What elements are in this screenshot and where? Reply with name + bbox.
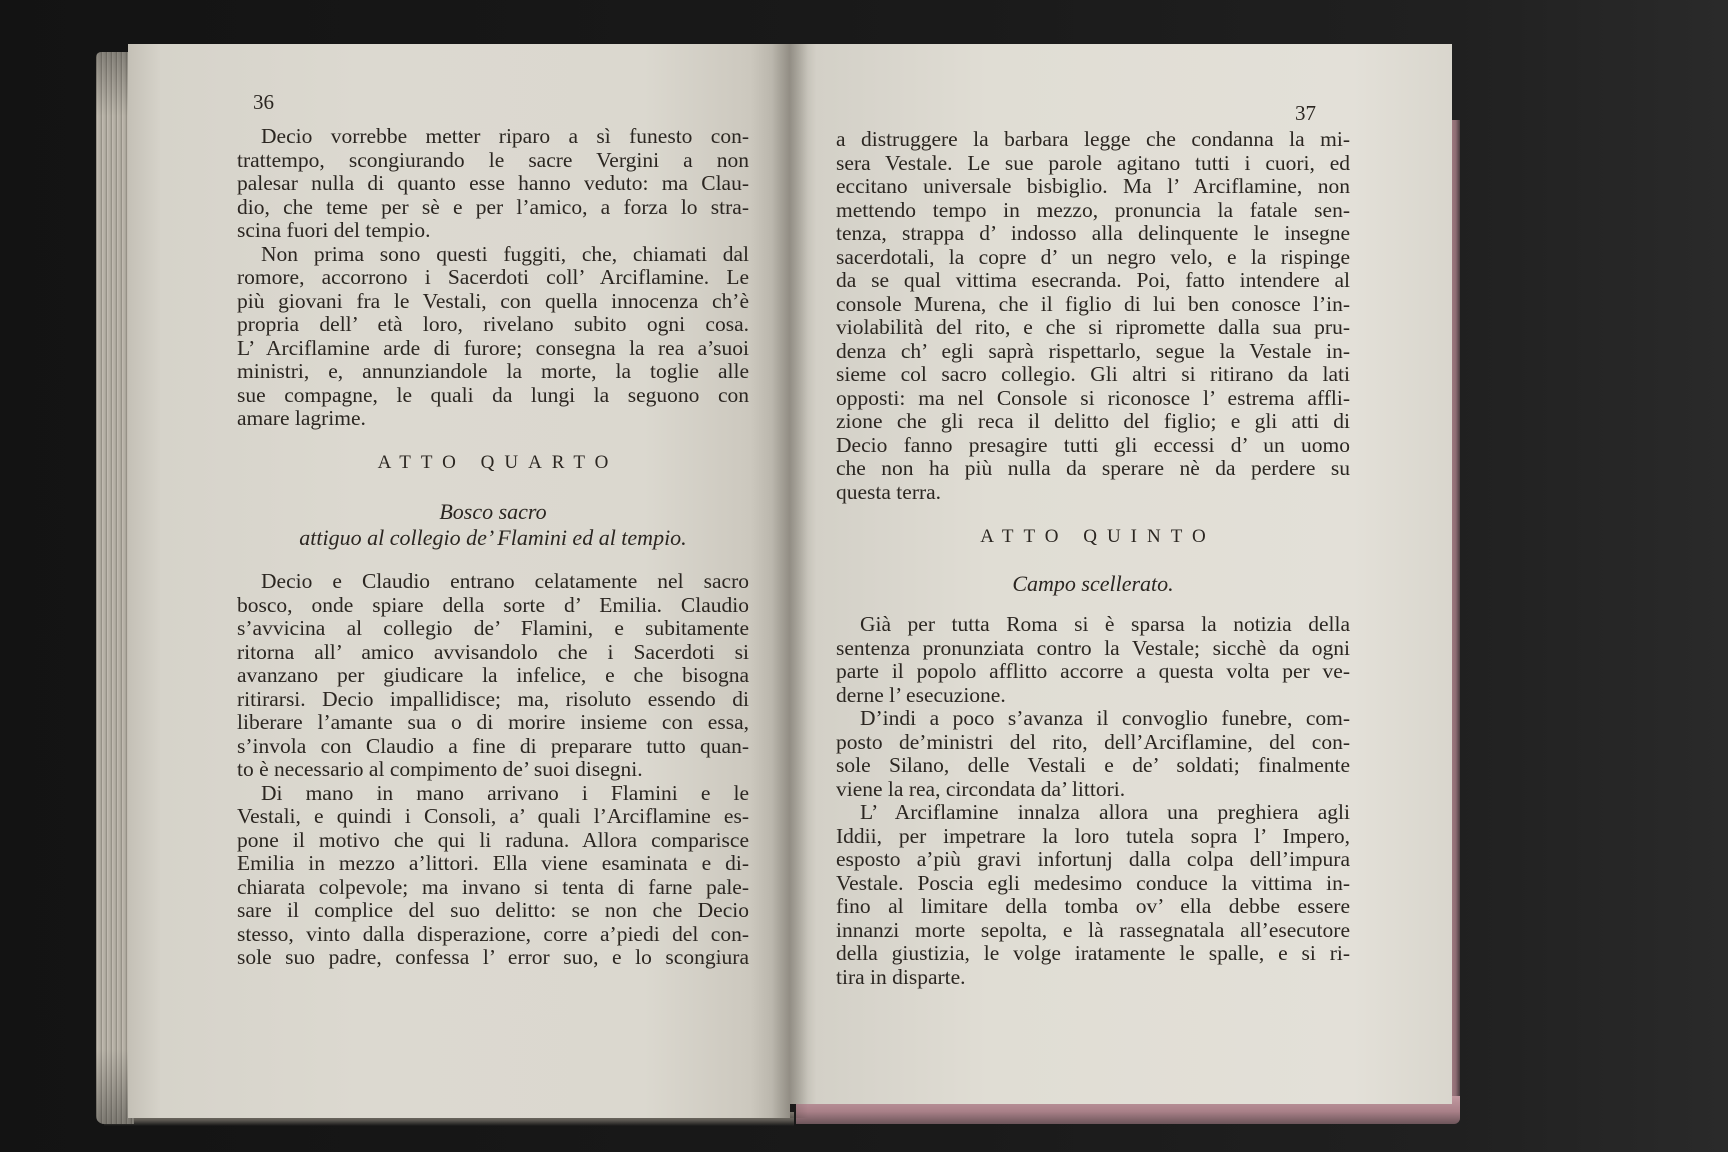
right-page: [790, 44, 1452, 1104]
text-line: sue compagne, le quali da lungi la seguono con: [237, 382, 749, 407]
text-line: s’avvicina al collegio de’ Flamini, e subitamente: [237, 616, 749, 640]
left-page: [128, 44, 790, 1118]
text-line: console Murena, che il figlio di lui ben conosce l’in-: [836, 291, 1350, 316]
text-line: da se qual vittima esecranda. Poi, fatto intendere al: [836, 268, 1350, 292]
text-line: derne l’ esecuzione.: [836, 682, 1006, 707]
text-line: to è necessario al compimento de’ suoi disegni.: [237, 757, 643, 781]
text-line: romore, accorrono i Sacerdoti coll’ Arciflamine. Le: [237, 265, 749, 289]
text-line: innanzi morte sepolta, e là rassegnatala all’esecutore: [836, 917, 1350, 942]
gutter-shadow: [772, 44, 808, 1118]
text-line: eccitano universale bisbiglio. Ma l’ Arciflamine, non: [836, 174, 1350, 198]
text-line: sare il complice del suo delitto: se non che Decio: [237, 898, 749, 922]
scene-setting: [237, 499, 749, 551]
text-line: zione che gli reca il delitto del figlio; e gli atti di: [836, 409, 1350, 433]
paragraph: [836, 707, 1350, 801]
text-line: sera Vestale. Le sue parole agitano tutti i cuori, ed: [836, 150, 1350, 175]
scene-setting: [836, 571, 1350, 597]
text-line: fino al limitare della tomba ov’ ella debbe essere: [836, 894, 1350, 918]
text-line: sole Silano, delle Vestali e de’ soldati; finalmente: [836, 753, 1350, 777]
text-line: palesar nulla di quanto esse hanno veduto: ma Clau-: [237, 171, 749, 195]
text-line: Vestali, e quindi i Consoli, a’ quali l’Arciflamine es-: [237, 804, 749, 828]
text-line: s’invola con Claudio a fine di preparare tutto quan-: [237, 733, 749, 758]
text-line: propria dell’ età loro, rivelano subito ogni cosa.: [237, 312, 749, 336]
text-line: ritirarsi. Decio impallidisce; ma, risoluto essendo di: [237, 686, 749, 711]
text-column: [836, 613, 1350, 989]
text-line: Iddii, per impetrare la loro tutela sopra l’ Impero,: [836, 823, 1350, 848]
paragraph: [836, 613, 1350, 707]
text-line: sole suo padre, confessa l’ error suo, e lo scongiura: [237, 945, 749, 969]
text-line: Di mano in mano arrivano i Flamini e le: [261, 780, 749, 805]
text-column: [237, 570, 749, 970]
text-line: a distruggere la barbara legge che condanna la mi-: [836, 127, 1350, 151]
paragraph: [237, 125, 749, 243]
text-line: sieme col sacro collegio. Gli altri si ritirano da lati: [836, 362, 1350, 386]
text-column: [237, 125, 749, 431]
page-number: 37: [1295, 101, 1316, 125]
scene-setting-line: Bosco sacro: [439, 499, 547, 524]
text-line: Emilia in mezzo a’littori. Ella viene esaminata e di-: [237, 851, 749, 875]
text-line: amare lagrime.: [237, 406, 366, 430]
paragraph: [237, 782, 749, 970]
act-heading: ATTO QUINTO: [980, 526, 1216, 547]
text-line: viene la rea, circondata da’ littori.: [836, 776, 1126, 801]
page-number: 36: [253, 90, 274, 114]
text-line: ministri, e, annunziandole la morte, la toglie alle: [237, 359, 749, 383]
text-line: dio, che teme per sè e per l’amico, a forza lo stra-: [237, 194, 749, 219]
text-line: bosco, onde spiare della sorte d’ Emilia. Claudio: [237, 592, 749, 617]
text-line: sentenza pronunziata contro la Vestale; sicchè da ogni: [836, 635, 1350, 660]
scene-setting-line: Campo scellerato.: [1012, 571, 1174, 596]
scene-setting-line: attiguo al collegio de’ Flamini ed al tempio.: [299, 525, 687, 550]
text-line: tira in disparte.: [836, 964, 966, 989]
text-line: più giovani fra le Vestali, con quella innocenza ch’è: [237, 288, 749, 313]
text-line: sacerdotali, la copre d’ un negro velo, e la rispinge: [836, 244, 1350, 269]
text-line: posto de’ministri del rito, dell’Arciflamine, del con-: [836, 729, 1350, 754]
text-line: Decio fanno presagire tutti gli eccessi d’ un uomo: [836, 432, 1350, 457]
text-line: Decio e Claudio entrano celatamente nel sacro: [261, 569, 749, 593]
text-line: Vestale. Poscia egli medesimo conduce la vittima in-: [836, 870, 1350, 895]
text-line: opposti: ma nel Console si riconosce l’ estrema affli-: [836, 385, 1350, 410]
text-line: scina fuori del tempio.: [237, 218, 431, 242]
text-line: parte il popolo afflitto accorre a questa volta per ve-: [836, 659, 1350, 683]
text-line: mettendo tempo in mezzo, pronuncia la fatale sen-: [836, 197, 1350, 222]
text-line: che non ha più nulla da sperare nè da perdere su: [836, 456, 1350, 480]
paragraph: [237, 243, 749, 431]
text-line: L’ Arciflamine innalza allora una preghiera agli: [860, 800, 1350, 824]
text-line: ritorna all’ amico avvisandolo che i Sacerdoti si: [237, 639, 749, 664]
text-line: Già per tutta Roma si è sparsa la notizia della: [860, 612, 1350, 636]
text-line: pone il motivo che qui li raduna. Allora comparisce: [237, 827, 749, 852]
act-heading: ATTO QUARTO: [377, 452, 619, 473]
text-column: [836, 128, 1350, 504]
text-line: della giustizia, le volge iratamente le spalle, e si ri-: [836, 941, 1350, 965]
text-line: liberare l’amante sua o di morire insieme con essa,: [237, 710, 749, 734]
text-line: tenza, strappa d’ indosso alla delinquente le insegne: [836, 221, 1350, 245]
text-line: D’indi a poco s’avanza il convoglio funebre, com-: [860, 706, 1350, 730]
paragraph-continued: [836, 128, 1350, 504]
text-line: questa terra.: [836, 479, 942, 504]
text-line: L’ Arciflamine arde di furore; consegna la rea a’suoi: [237, 335, 749, 360]
paragraph: [836, 801, 1350, 989]
text-line: stesso, vinto dalla disperazione, corre a’piedi del con-: [237, 921, 749, 946]
text-line: chiarata colpevole; ma invano si tenta di farne pale-: [237, 874, 749, 899]
paragraph: [237, 570, 749, 782]
text-line: violabilità del rito, e che si ripromette dalla sua pru-: [836, 315, 1350, 339]
text-line: esposto a’più gravi infortunj dalla colpa dell’impura: [836, 847, 1350, 871]
text-line: avanzano per giudicare la infelice, e che bisogna: [237, 663, 749, 687]
text-line: denza ch’ egli saprà rispettarlo, segue la Vestale in-: [836, 338, 1350, 363]
text-line: trattempo, scongiurando le sacre Vergini a non: [237, 147, 749, 172]
text-line: Non prima sono questi fuggiti, che, chiamati dal: [261, 241, 749, 266]
text-line: Decio vorrebbe metter riparo a sì funesto con-: [261, 124, 749, 148]
